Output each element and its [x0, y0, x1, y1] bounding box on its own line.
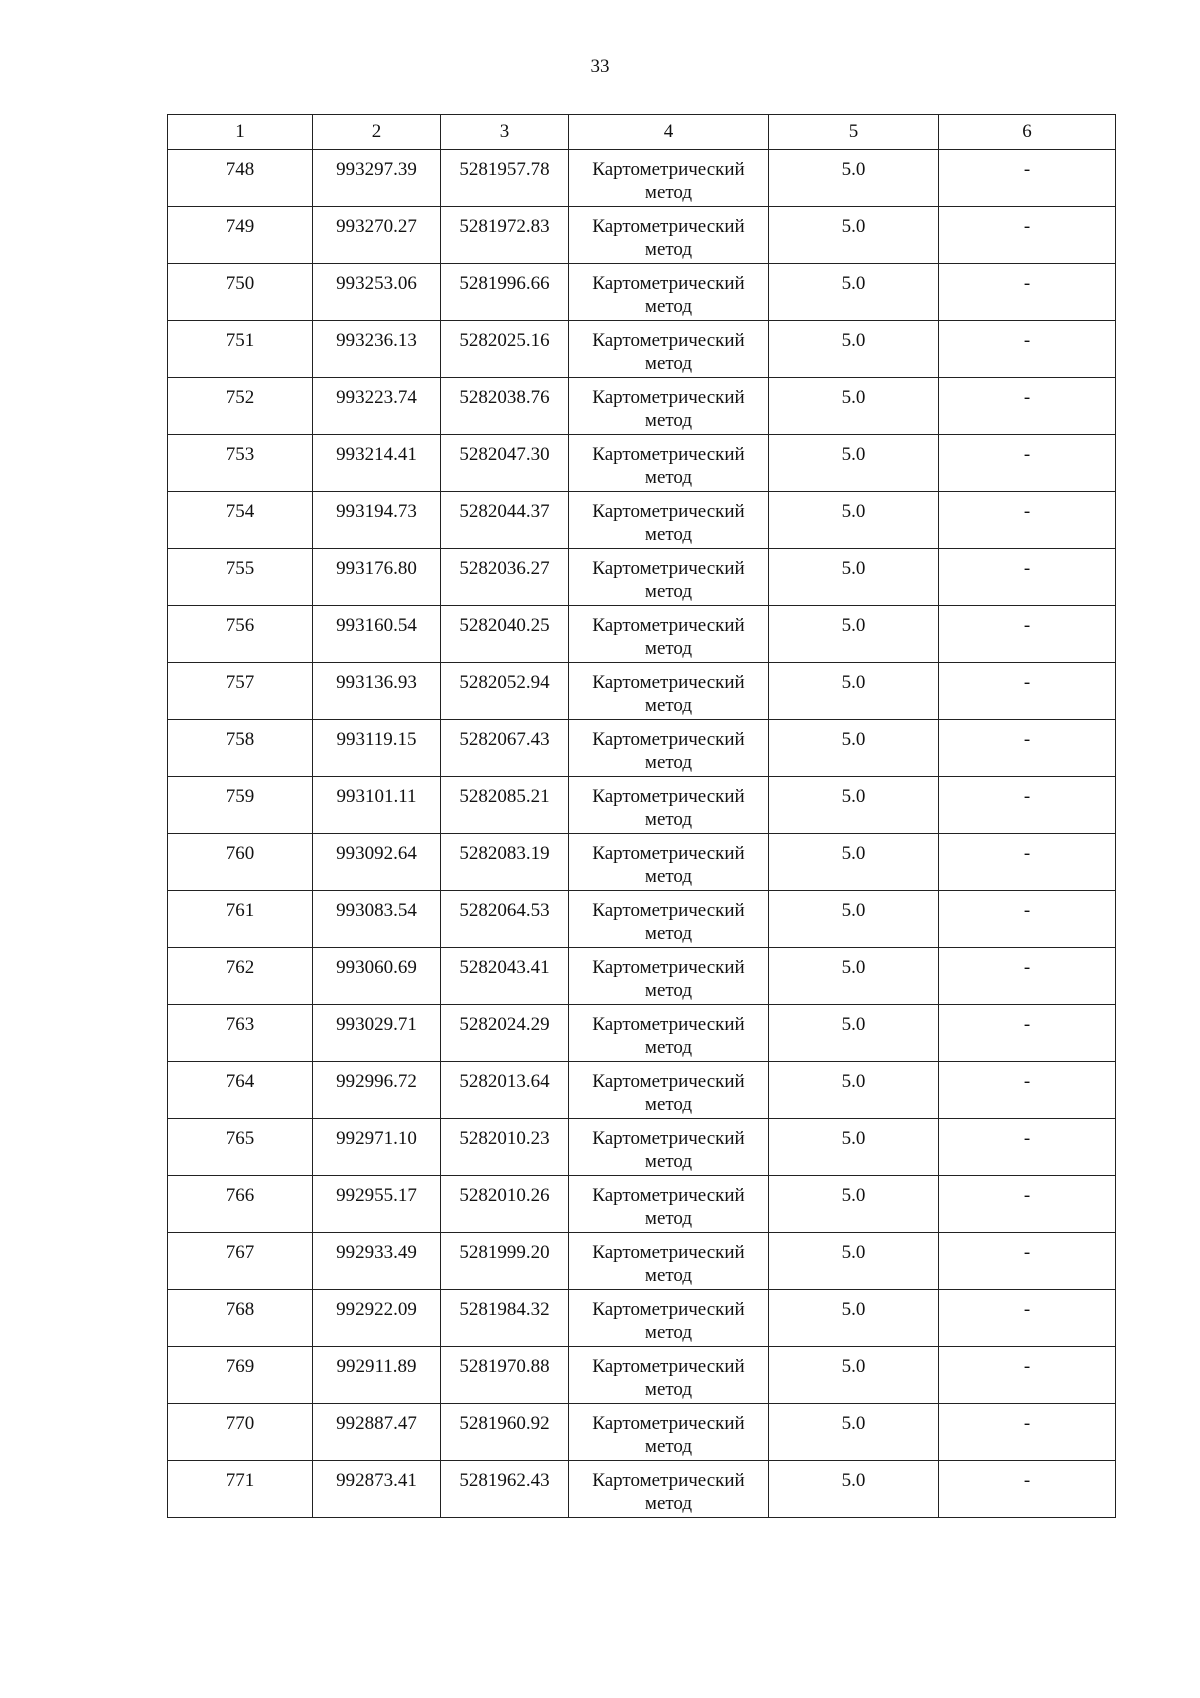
method-text: метод	[644, 581, 693, 602]
method-text: Картометрический	[592, 615, 745, 636]
method-text: метод	[644, 182, 693, 203]
method-cell	[569, 1347, 769, 1404]
method-text: Картометрический	[592, 729, 745, 750]
x-coordinate-cell: 993083.54	[313, 891, 441, 948]
method-text: метод	[644, 638, 693, 659]
method-text: метод	[644, 353, 693, 374]
table-row	[168, 1347, 1116, 1404]
point-number-cell: 755	[168, 549, 313, 606]
y-coordinate-cell: 5282044.37	[441, 492, 569, 549]
description-cell: -	[939, 1005, 1116, 1062]
y-coordinate-cell: 5282038.76	[441, 378, 569, 435]
column-header: 4	[569, 115, 769, 150]
y-coordinate-cell: 5282052.94	[441, 663, 569, 720]
method-text: метод	[644, 809, 693, 830]
y-coordinate-cell: 5282040.25	[441, 606, 569, 663]
table-header-row	[168, 115, 1116, 150]
accuracy-cell: 5.0	[769, 891, 939, 948]
method-text: метод	[644, 1151, 693, 1172]
table-row	[168, 606, 1116, 663]
x-coordinate-cell: 993253.06	[313, 264, 441, 321]
point-number-cell: 762	[168, 948, 313, 1005]
method-text: метод	[644, 1208, 693, 1229]
accuracy-cell: 5.0	[769, 1404, 939, 1461]
method-cell	[569, 720, 769, 777]
method-text: Картометрический	[592, 1242, 745, 1263]
x-coordinate-cell: 992971.10	[313, 1119, 441, 1176]
point-number-cell: 750	[168, 264, 313, 321]
table-row	[168, 1176, 1116, 1233]
accuracy-cell: 5.0	[769, 1062, 939, 1119]
method-cell	[569, 606, 769, 663]
x-coordinate-cell: 993270.27	[313, 207, 441, 264]
point-number-cell: 765	[168, 1119, 313, 1176]
x-coordinate-cell: 993101.11	[313, 777, 441, 834]
method-text: метод	[644, 1037, 693, 1058]
x-coordinate-cell: 992996.72	[313, 1062, 441, 1119]
y-coordinate-cell: 5282010.23	[441, 1119, 569, 1176]
point-number-cell: 760	[168, 834, 313, 891]
y-coordinate-cell: 5282047.30	[441, 435, 569, 492]
y-coordinate-cell: 5281957.78	[441, 150, 569, 207]
table-row	[168, 834, 1116, 891]
y-coordinate-cell: 5281972.83	[441, 207, 569, 264]
table-row	[168, 1461, 1116, 1518]
method-text: Картометрический	[592, 159, 745, 180]
method-cell	[569, 1404, 769, 1461]
table-row	[168, 720, 1116, 777]
method-text: Картометрический	[592, 786, 745, 807]
accuracy-cell: 5.0	[769, 150, 939, 207]
point-number-cell: 754	[168, 492, 313, 549]
method-text: Картометрический	[592, 558, 745, 579]
x-coordinate-cell: 992873.41	[313, 1461, 441, 1518]
point-number-cell: 770	[168, 1404, 313, 1461]
description-cell: -	[939, 264, 1116, 321]
accuracy-cell: 5.0	[769, 1233, 939, 1290]
point-number-cell: 767	[168, 1233, 313, 1290]
method-text: Картометрический	[592, 1299, 745, 1320]
description-cell: -	[939, 207, 1116, 264]
accuracy-cell: 5.0	[769, 948, 939, 1005]
description-cell: -	[939, 1404, 1116, 1461]
description-cell: -	[939, 1461, 1116, 1518]
method-text: метод	[644, 1493, 693, 1514]
method-text: Картометрический	[592, 273, 745, 294]
table-row	[168, 1119, 1116, 1176]
method-text: метод	[644, 239, 693, 260]
description-cell: -	[939, 948, 1116, 1005]
table-row	[168, 1290, 1116, 1347]
y-coordinate-cell: 5282085.21	[441, 777, 569, 834]
y-coordinate-cell: 5282010.26	[441, 1176, 569, 1233]
accuracy-cell: 5.0	[769, 834, 939, 891]
x-coordinate-cell: 993060.69	[313, 948, 441, 1005]
x-coordinate-cell: 992922.09	[313, 1290, 441, 1347]
method-text: Картометрический	[592, 957, 745, 978]
y-coordinate-cell: 5282067.43	[441, 720, 569, 777]
point-number-cell: 753	[168, 435, 313, 492]
table-row	[168, 948, 1116, 1005]
method-text: Картометрический	[592, 843, 745, 864]
y-coordinate-cell: 5282024.29	[441, 1005, 569, 1062]
accuracy-cell: 5.0	[769, 492, 939, 549]
point-number-cell: 766	[168, 1176, 313, 1233]
method-text: метод	[644, 1379, 693, 1400]
table-row	[168, 492, 1116, 549]
description-cell: -	[939, 1062, 1116, 1119]
accuracy-cell: 5.0	[769, 1461, 939, 1518]
point-number-cell: 764	[168, 1062, 313, 1119]
y-coordinate-cell: 5281984.32	[441, 1290, 569, 1347]
method-text: Картометрический	[592, 1071, 745, 1092]
description-cell: -	[939, 606, 1116, 663]
column-header: 1	[168, 115, 313, 150]
description-cell: -	[939, 1176, 1116, 1233]
method-cell	[569, 1005, 769, 1062]
x-coordinate-cell: 993092.64	[313, 834, 441, 891]
point-number-cell: 769	[168, 1347, 313, 1404]
point-number-cell: 763	[168, 1005, 313, 1062]
accuracy-cell: 5.0	[769, 1176, 939, 1233]
method-cell	[569, 1176, 769, 1233]
point-number-cell: 748	[168, 150, 313, 207]
method-cell	[569, 321, 769, 378]
method-text: метод	[644, 467, 693, 488]
y-coordinate-cell: 5281999.20	[441, 1233, 569, 1290]
page-number: 33	[590, 56, 610, 77]
method-cell	[569, 435, 769, 492]
x-coordinate-cell: 993119.15	[313, 720, 441, 777]
accuracy-cell: 5.0	[769, 1005, 939, 1062]
method-text: Картометрический	[592, 1185, 745, 1206]
method-text: Картометрический	[592, 501, 745, 522]
x-coordinate-cell: 993223.74	[313, 378, 441, 435]
table-row	[168, 549, 1116, 606]
column-header: 3	[441, 115, 569, 150]
column-header: 2	[313, 115, 441, 150]
method-text: Картометрический	[592, 672, 745, 693]
accuracy-cell: 5.0	[769, 663, 939, 720]
description-cell: -	[939, 549, 1116, 606]
description-cell: -	[939, 1119, 1116, 1176]
point-number-cell: 761	[168, 891, 313, 948]
point-number-cell: 759	[168, 777, 313, 834]
table-row	[168, 264, 1116, 321]
point-number-cell: 756	[168, 606, 313, 663]
table-row	[168, 777, 1116, 834]
column-header: 5	[769, 115, 939, 150]
method-text: метод	[644, 1094, 693, 1115]
table-row	[168, 321, 1116, 378]
x-coordinate-cell: 992911.89	[313, 1347, 441, 1404]
description-cell: -	[939, 891, 1116, 948]
table-row	[168, 1233, 1116, 1290]
point-number-cell: 749	[168, 207, 313, 264]
method-cell	[569, 207, 769, 264]
y-coordinate-cell: 5282043.41	[441, 948, 569, 1005]
point-number-cell: 768	[168, 1290, 313, 1347]
method-cell	[569, 1062, 769, 1119]
y-coordinate-cell: 5282036.27	[441, 549, 569, 606]
method-text: Картометрический	[592, 216, 745, 237]
y-coordinate-cell: 5282013.64	[441, 1062, 569, 1119]
table-row	[168, 1062, 1116, 1119]
point-number-cell: 758	[168, 720, 313, 777]
column-header: 6	[939, 115, 1116, 150]
description-cell: -	[939, 663, 1116, 720]
method-text: метод	[644, 1436, 693, 1457]
method-cell	[569, 264, 769, 321]
method-cell	[569, 891, 769, 948]
point-number-cell: 752	[168, 378, 313, 435]
x-coordinate-cell: 992887.47	[313, 1404, 441, 1461]
table-row	[168, 1404, 1116, 1461]
x-coordinate-cell: 993236.13	[313, 321, 441, 378]
accuracy-cell: 5.0	[769, 321, 939, 378]
method-cell	[569, 150, 769, 207]
table-row	[168, 1005, 1116, 1062]
x-coordinate-cell: 993160.54	[313, 606, 441, 663]
y-coordinate-cell: 5281970.88	[441, 1347, 569, 1404]
method-cell	[569, 549, 769, 606]
table-row	[168, 378, 1116, 435]
method-text: метод	[644, 296, 693, 317]
method-text: метод	[644, 866, 693, 887]
description-cell: -	[939, 321, 1116, 378]
method-text: метод	[644, 1322, 693, 1343]
accuracy-cell: 5.0	[769, 1290, 939, 1347]
table-row	[168, 663, 1116, 720]
accuracy-cell: 5.0	[769, 435, 939, 492]
method-text: Картометрический	[592, 444, 745, 465]
accuracy-cell: 5.0	[769, 264, 939, 321]
y-coordinate-cell: 5281960.92	[441, 1404, 569, 1461]
accuracy-cell: 5.0	[769, 1119, 939, 1176]
method-text: метод	[644, 695, 693, 716]
accuracy-cell: 5.0	[769, 606, 939, 663]
method-text: Картометрический	[592, 900, 745, 921]
x-coordinate-cell: 993214.41	[313, 435, 441, 492]
x-coordinate-cell: 993176.80	[313, 549, 441, 606]
point-number-cell: 757	[168, 663, 313, 720]
description-cell: -	[939, 435, 1116, 492]
accuracy-cell: 5.0	[769, 549, 939, 606]
method-text: метод	[644, 980, 693, 1001]
method-cell	[569, 1461, 769, 1518]
point-number-cell: 771	[168, 1461, 313, 1518]
method-text: Картометрический	[592, 1470, 745, 1491]
method-cell	[569, 1290, 769, 1347]
description-cell: -	[939, 378, 1116, 435]
method-cell	[569, 834, 769, 891]
method-text: метод	[644, 752, 693, 773]
method-text: Картометрический	[592, 387, 745, 408]
table-row	[168, 207, 1116, 264]
x-coordinate-cell: 992933.49	[313, 1233, 441, 1290]
accuracy-cell: 5.0	[769, 1347, 939, 1404]
description-cell: -	[939, 492, 1116, 549]
method-text: метод	[644, 524, 693, 545]
description-cell: -	[939, 1347, 1116, 1404]
table-body	[168, 150, 1116, 1518]
method-cell	[569, 948, 769, 1005]
accuracy-cell: 5.0	[769, 378, 939, 435]
method-cell	[569, 1233, 769, 1290]
method-cell	[569, 1119, 769, 1176]
coordinates-table	[167, 114, 1116, 1518]
description-cell: -	[939, 150, 1116, 207]
accuracy-cell: 5.0	[769, 777, 939, 834]
method-text: Картометрический	[592, 1014, 745, 1035]
y-coordinate-cell: 5281962.43	[441, 1461, 569, 1518]
method-cell	[569, 663, 769, 720]
x-coordinate-cell: 992955.17	[313, 1176, 441, 1233]
description-cell: -	[939, 720, 1116, 777]
y-coordinate-cell: 5282025.16	[441, 321, 569, 378]
x-coordinate-cell: 993029.71	[313, 1005, 441, 1062]
table-row	[168, 891, 1116, 948]
method-text: Картометрический	[592, 330, 745, 351]
y-coordinate-cell: 5282083.19	[441, 834, 569, 891]
y-coordinate-cell: 5282064.53	[441, 891, 569, 948]
method-text: Картометрический	[592, 1128, 745, 1149]
table-row	[168, 435, 1116, 492]
table-row	[168, 150, 1116, 207]
description-cell: -	[939, 1290, 1116, 1347]
method-text: Картометрический	[592, 1413, 745, 1434]
accuracy-cell: 5.0	[769, 720, 939, 777]
accuracy-cell: 5.0	[769, 207, 939, 264]
description-cell: -	[939, 1233, 1116, 1290]
method-text: метод	[644, 1265, 693, 1286]
x-coordinate-cell: 993194.73	[313, 492, 441, 549]
method-cell	[569, 777, 769, 834]
method-cell	[569, 492, 769, 549]
method-text: метод	[644, 410, 693, 431]
method-text: метод	[644, 923, 693, 944]
method-cell	[569, 378, 769, 435]
description-cell: -	[939, 834, 1116, 891]
point-number-cell: 751	[168, 321, 313, 378]
description-cell: -	[939, 777, 1116, 834]
method-text: Картометрический	[592, 1356, 745, 1377]
x-coordinate-cell: 993297.39	[313, 150, 441, 207]
x-coordinate-cell: 993136.93	[313, 663, 441, 720]
y-coordinate-cell: 5281996.66	[441, 264, 569, 321]
